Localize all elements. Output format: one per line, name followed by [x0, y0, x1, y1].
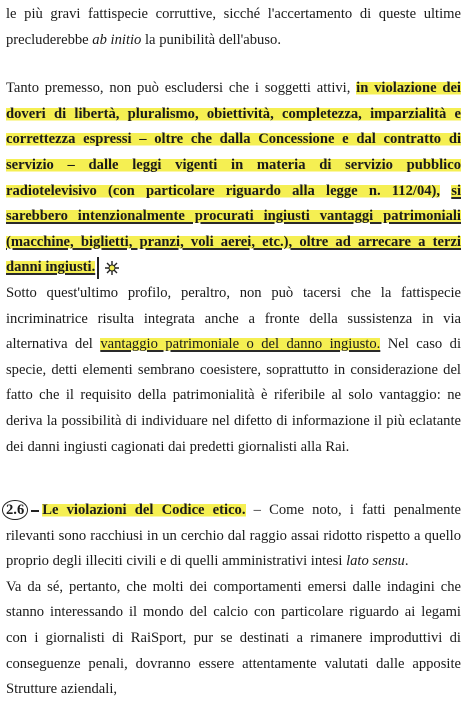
paragraph-1-text-a: le più gravi fattispecie corruttive, sicché l'accertamento di queste ultime precluderebbe [6, 6, 461, 48]
section-2-6 [6, 498, 461, 575]
paragraph-2 [6, 76, 461, 281]
paragraph-5-text: Va da sé, pertanto, che molti dei comportamenti emersi dalle indagini che stanno interessando il mondo del calcio con particolare riguardo ai legami con i giornalisti di RaiSport, pur se destinati a rimanere improduttivi di conseguenze penali, dovranno essere attentamente valutati dalle apposite Strutture aziendali, [6, 578, 461, 698]
paragraph-3-text-b: Nel caso di specie, detti elementi sembrano coesistere, soprattutto in considerazione del fatto che il requisito della patrimonialità è riferibile al solo vantaggio: ne deriva la possibilità di individuare nel difetto di informazione il più eclatante dei danni ingiusti cagionati dai predetti giornalisti alla Rai. [6, 336, 461, 455]
section-number-circled: 2.6 [2, 500, 28, 520]
section-text-a: – Come noto, i fatti penalmente rilevanti sono racchiusi in un cerchio dal raggio assai ridotto rispetto a quello proprio degli illeciti civili e di quelli amministrativi intesi [6, 502, 461, 570]
section-spacer [6, 460, 461, 498]
handwritten-star-icon [101, 259, 123, 277]
paragraph-1 [6, 0, 461, 53]
paragraph-1-italic: ab initio [92, 31, 142, 48]
margin-bracket-mark [97, 257, 99, 279]
underlined-passage: vantaggio patrimoniale o del danno ingiusto. [100, 336, 381, 353]
paragraph-2-intro: Tanto premesso, non può escludersi che i soggetti attivi, [6, 80, 357, 97]
section-title: Le violazioni del Codice etico. [42, 502, 246, 519]
paragraph-3 [6, 281, 461, 460]
section-italic: lato sensu [346, 553, 405, 570]
highlighted-passage-1: in violazione dei doveri di libertà, pluralismo, obiettività, completezza, imparzialità e correttezza espressi – oltre che dalla Concessione e dal contratto di servizio – dalle leggi vigenti in materia di servizio pubblico radiotelevisivo (con particolare riguardo alla legge n. 112/04), [6, 80, 461, 199]
paragraph-5 [6, 575, 461, 703]
paragraph-spacer [6, 53, 461, 76]
paragraph-3-text-a: Sotto quest'ultimo profilo, peraltro, non può tacersi che la fattispecie incriminatrice risulta integrata anche a fronte della sussistenza in via alternativa del [6, 284, 461, 353]
handwritten-dash-mark [31, 510, 39, 512]
paragraph-1-text-b: la punibilità dell'abuso. [141, 31, 281, 48]
section-text-b: . [404, 553, 409, 570]
highlighted-underlined-passage: si sarebbero intenzionalmente procurati ingiusti vantaggi patrimoniali (macchine, biglietti, pranzi, voli aerei, etc.), oltre ad arrecare a terzi danni ingiusti. [6, 182, 461, 276]
